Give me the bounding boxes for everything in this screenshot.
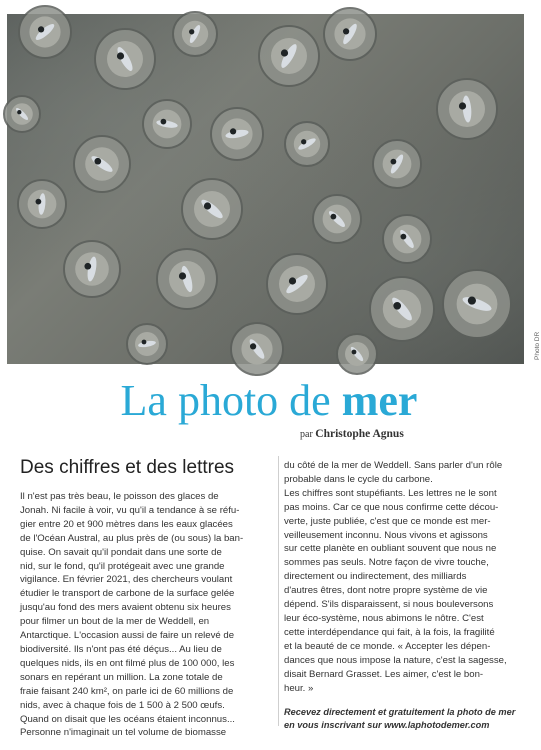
column-divider [278, 456, 279, 726]
article-line: disait Bernard Grasset. Les aimer, c'est le bon- [284, 668, 484, 680]
fish-nest [211, 108, 263, 160]
article-line: d'autres êtres, dont notre propre système de vie [284, 585, 488, 597]
fish-nest [18, 180, 66, 228]
byline-author: Christophe Agnus [315, 428, 404, 440]
article-heading: Des chiffres et des lettres [20, 457, 235, 478]
newsletter-promo [284, 706, 524, 732]
article-line: Jonah. Ni facile à voir, vu qu'il a tendance à se réfu- [20, 504, 240, 516]
fish-nest [95, 29, 155, 89]
fish-nest [337, 334, 377, 374]
article-line: sommes pas seuls. Notre façon de vivre touche, [284, 557, 489, 569]
article-line: nids, avec à chaque fois de 1 500 à 2 500 œufs. [20, 699, 225, 711]
fish-nest [285, 122, 329, 166]
promo-line-1: Recevez directement et gratuitement la photo de mer [284, 707, 516, 717]
fish-nests-illustration [7, 14, 524, 364]
title-part-bold: mer [341, 376, 418, 425]
article-line: fraie faisant 240 km², on parle ici de 60 millions de [20, 685, 234, 697]
article-line: étudier le transport de carbone de la surface gelée [20, 588, 235, 600]
article-line: nid, sur le fond, qu'il protégeait avec une grande [20, 560, 225, 572]
fish-nest [64, 241, 120, 297]
article-line: sur cette planète en oubliant souvent que nous ne [284, 543, 497, 555]
fish-nest [259, 26, 319, 86]
article-line: dépend. S'ils disparaissent, si nous bouleversons [284, 599, 494, 611]
fish-nest [313, 195, 361, 243]
fish-nest [370, 277, 434, 341]
byline-prefix: par [300, 429, 316, 440]
article-line: probable dans le cycle du carbone. [284, 473, 433, 485]
fish-nest [437, 79, 497, 139]
article-line: pour filmer un bout de la mer de Weddell, en [20, 616, 210, 628]
fish-nest [182, 179, 242, 239]
article-line: et la beauté de ce monde. « Accepter les dépen- [284, 640, 491, 652]
title-part-regular: La photo de [120, 376, 342, 425]
fish-nest [267, 254, 327, 314]
article-column-1 [20, 490, 270, 740]
article-line: Personne n'imaginait un tel volume de biomasse [20, 727, 227, 739]
article-line: veilleusement inconnu. Nous vivons et agissons [284, 529, 488, 541]
article-column-2 [284, 459, 528, 695]
article-line: gier entre 20 et 900 mètres dans les eaux glacées [20, 518, 233, 530]
article-line: quise. On savait qu'il pondait dans une sorte de [20, 546, 222, 558]
page-title [0, 376, 538, 426]
photo-credit: Photo DR [534, 331, 541, 360]
fish-nest [324, 8, 376, 60]
article-line: cette interdépendance qui fait, à la fois, la fragilité [284, 626, 495, 638]
article-line: de l'Océan Austral, au plus près de (ou sous) la ban- [20, 532, 244, 544]
article-line: verte, juste publiée, c'est que ce monde est mer- [284, 515, 491, 527]
fish-nest [173, 12, 217, 56]
article-line: directement ou indirectement, des milliards [284, 571, 467, 583]
fish-nest [127, 324, 167, 364]
article-line: dances que nous impose la nature, c'est la sagesse, [284, 654, 507, 666]
seafloor-photo [7, 14, 524, 364]
fish-nest [143, 100, 191, 148]
article-line: heur. » [284, 682, 314, 694]
article-line: vigilance. En février 2021, des chercheurs voulant [20, 574, 233, 586]
fish-nest [383, 215, 431, 263]
fish-nest [74, 136, 130, 192]
fish-nest [373, 140, 421, 188]
byline [300, 428, 404, 440]
article-line: Les chiffres sont stupéfiants. Les lettres ne le sont [284, 487, 497, 499]
fish-nest [19, 6, 71, 58]
article-line: quelques nids, ils en ont filmé plus de 100 000, les [20, 657, 235, 669]
promo-line-2: en vous inscrivant sur www.laphotodemer.com [284, 720, 490, 730]
fish-nest [231, 323, 283, 375]
article-line: pas moins. Car ce que nous confirme cette décou- [284, 501, 499, 513]
fish-nest [4, 96, 40, 132]
article-line: du côté de la mer de Weddell. Sans parler d'un rôle [284, 460, 503, 471]
article-line: Il n'est pas très beau, le poisson des glaces de [20, 491, 219, 502]
article-line: Antarctique. L'occasion aussi de faire un relevé de [20, 630, 235, 642]
article-line: jusqu'au fond des mers avaient obtenu six heures [20, 602, 231, 614]
fish-nest [157, 249, 217, 309]
article-line: sonars en repérant un million. La zone totale de [20, 671, 223, 683]
article-line: leur éco-système, nous abimons le nôtre. C'est [284, 612, 484, 624]
article-line: biodiversité. Ils n'ont pas été déçus... Au lieu de [20, 643, 222, 655]
article-line: Quand on disait que les océans étaient inconnus... [20, 713, 235, 725]
fish-nest [443, 270, 511, 338]
